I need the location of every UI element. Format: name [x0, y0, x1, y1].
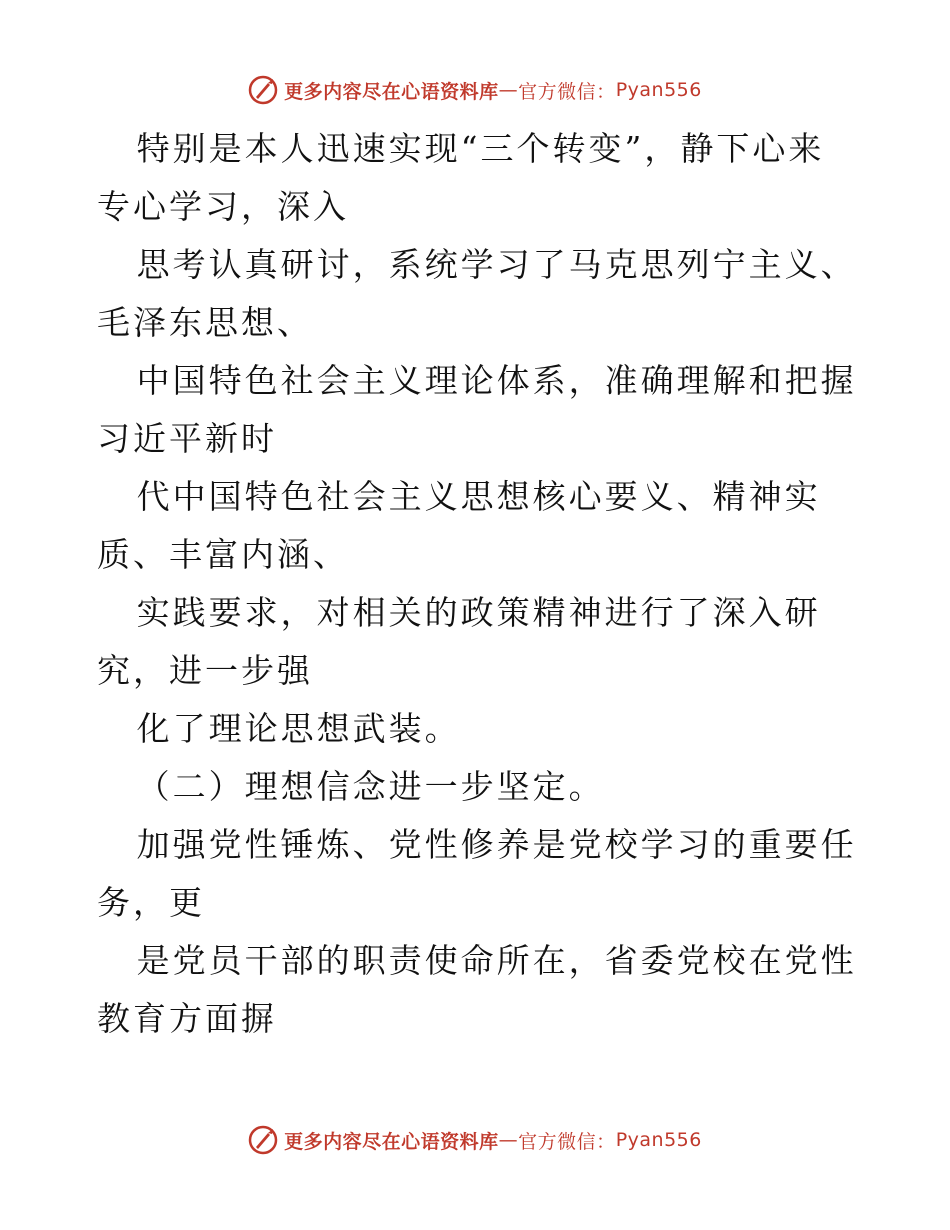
watermark-wechat-id: Pyan556: [615, 79, 702, 101]
quill-logo-icon: [248, 1125, 278, 1155]
document-body: [97, 120, 857, 1048]
paragraph: 化了理论思想武装。: [136, 709, 461, 748]
paragraph: 思考认真研讨，系统学习了马克思列宁主义、毛泽东思想、: [97, 245, 857, 342]
header-watermark: [0, 70, 950, 110]
paragraph: 是党员干部的职责使命所在，省委党校在党性教育方面摒: [97, 941, 857, 1038]
watermark-subtitle: 官方微信：: [518, 1130, 616, 1153]
quill-logo-icon: [248, 75, 278, 105]
section-heading: （二）理想信念进一步坚定。: [136, 767, 605, 806]
watermark-separator: —: [498, 79, 519, 101]
watermark-subtitle: 官方微信：: [518, 80, 616, 103]
watermark-brand: 更多内容尽在心语资料库: [284, 80, 499, 103]
paragraph: 实践要求，对相关的政策精神进行了深入研究，进一步强: [97, 593, 821, 690]
watermark-wechat-id: Pyan556: [615, 1129, 702, 1151]
paragraph: 加强党性锤炼、党性修养是党校学习的重要任务，更: [97, 825, 857, 922]
footer-watermark: [0, 1120, 950, 1160]
watermark-separator: —: [498, 1129, 519, 1151]
paragraph: 代中国特色社会主义思想核心要义、精神实质、丰富内涵、: [97, 477, 821, 574]
watermark-brand: 更多内容尽在心语资料库: [284, 1130, 499, 1153]
paragraph: 中国特色社会主义理论体系，准确理解和把握习近平新时: [97, 361, 857, 458]
paragraph: 特别是本人迅速实现“三个转变”，静下心来专心学习，深入: [97, 129, 825, 226]
